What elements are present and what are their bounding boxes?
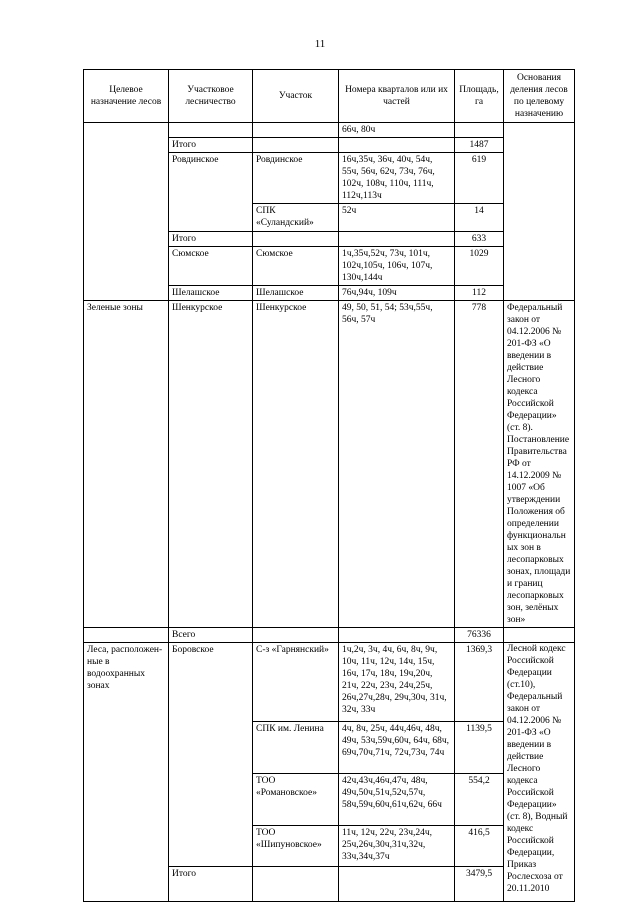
quarters-cell: 76ч,94ч, 109ч bbox=[339, 286, 455, 301]
plot-cell: ТОО «Шипуновское» bbox=[253, 826, 339, 867]
header-forestry: Участковое лесничество bbox=[169, 70, 253, 123]
forestry-cell: Ровдинское bbox=[169, 153, 253, 232]
area-cell: 1369,3 bbox=[455, 643, 504, 722]
plot-cell: Сюмское bbox=[253, 247, 339, 286]
basis-cell: Федеральный закон от 04.12.2006 № 201-ФЗ «О введении в действие Лесного кодекса Российской Федерации» (ст. 8). Постановление Правительства РФ от 14.12.2009 № 1007 «Об утверждении Положения об определении функциональных зон в лесопарковых зонах, площади и границ лесопарковых зон, зелёных зон» bbox=[504, 301, 575, 628]
basis-cell-empty bbox=[504, 123, 575, 301]
header-purpose: Целевое назначение лесов bbox=[84, 70, 169, 123]
table-row bbox=[84, 123, 575, 138]
area-cell: 3479,5 bbox=[455, 866, 504, 901]
header-quarters: Номера кварталов или их частей bbox=[339, 70, 455, 123]
plot-cell: Шелашское bbox=[253, 286, 339, 301]
area-cell: 416,5 bbox=[455, 826, 504, 867]
table-row bbox=[84, 643, 575, 722]
purpose-cell: Зеленые зоны bbox=[84, 301, 169, 628]
basis-text: Лесной кодекс Российской Федерации (ст.10), Федеральный закон от 04.12.2006 № 201-ФЗ «О введении в действие Лесного кодекса Российской Федерации» (ст. 8), Водный кодекс Российской Федерации, Приказ Рослесхоза от 20.11.2010 bbox=[507, 644, 568, 894]
forestry-cell: Шелашское bbox=[169, 286, 253, 301]
quarters-cell: 42ч,43ч,46ч,47ч, 48ч, 49ч,50ч,51ч,52ч,57ч, 58ч,59ч,60ч,61ч,62ч, 66ч bbox=[339, 774, 455, 826]
forestry-cell: Итого bbox=[169, 138, 253, 153]
plot-cell: ТОО «Романовское» bbox=[253, 774, 339, 826]
forest-purpose-table bbox=[83, 69, 575, 902]
forestry-cell: Всего bbox=[169, 628, 253, 643]
area-cell: 633 bbox=[455, 232, 504, 247]
header-plot: Участок bbox=[253, 70, 339, 123]
forestry-cell: Боровское bbox=[169, 643, 253, 867]
area-cell: 1139,5 bbox=[455, 722, 504, 774]
basis-cell bbox=[504, 643, 575, 902]
quarters-cell: 4ч, 8ч, 25ч, 44ч,46ч, 48ч, 49ч, 53ч,59ч,60ч, 64ч, 68ч, 69ч,70ч,71ч, 72ч,73ч, 74ч bbox=[339, 722, 455, 774]
forestry-cell: Итого bbox=[169, 866, 253, 901]
area-cell: 778 bbox=[455, 301, 504, 628]
page-number: 11 bbox=[314, 38, 326, 50]
quarters-cell: 1ч,35ч,52ч, 73ч, 101ч, 102ч,105ч, 106ч, 107ч, 130ч,144ч bbox=[339, 247, 455, 286]
plot-cell: Ровдинское bbox=[253, 153, 339, 204]
table-row bbox=[84, 301, 575, 628]
forestry-cell: Итого bbox=[169, 232, 253, 247]
plot-cell: СПК им. Ленина bbox=[253, 722, 339, 774]
table-header-row bbox=[84, 70, 575, 123]
area-cell: 14 bbox=[455, 204, 504, 232]
plot-cell: СПК «Суландский» bbox=[253, 204, 339, 232]
area-cell: 112 bbox=[455, 286, 504, 301]
forestry-cell: Сюмское bbox=[169, 247, 253, 286]
quarters-cell: 11ч, 12ч, 22ч, 23ч,24ч, 25ч,26ч,30ч,31ч,32ч, 33ч,34ч,37ч bbox=[339, 826, 455, 867]
purpose-cell: Леса, расположен-ные в водоохранных зонах bbox=[84, 643, 169, 902]
header-area: Площадь, га bbox=[455, 70, 504, 123]
quarters-cell: 66ч, 80ч bbox=[339, 123, 455, 138]
area-cell: 1487 bbox=[455, 138, 504, 153]
table-row bbox=[84, 628, 575, 643]
area-cell: 554,2 bbox=[455, 774, 504, 826]
plot-cell: С-з «Гарнянский» bbox=[253, 643, 339, 722]
quarters-cell: 1ч,2ч, 3ч, 4ч, 6ч, 8ч, 9ч, 10ч, 11ч, 12ч, 14ч, 15ч, 16ч, 17ч, 18ч, 19ч,20ч, 21ч, 22ч, 23ч, 24ч,25ч, 26ч,27ч,28ч, 29ч,30ч, 31ч, 32ч, 33ч bbox=[339, 643, 455, 722]
area-cell: 619 bbox=[455, 153, 504, 204]
plot-cell: Шенкурское bbox=[253, 301, 339, 628]
quarters-cell: 16ч,35ч, 36ч, 40ч, 54ч, 55ч, 56ч, 62ч, 73ч, 76ч, 102ч, 108ч, 110ч, 111ч, 112ч,113ч bbox=[339, 153, 455, 204]
purpose-cell-empty bbox=[84, 123, 169, 301]
header-basis: Основания деления лесов по целевому назначению bbox=[504, 70, 575, 123]
area-cell: 1029 bbox=[455, 247, 504, 286]
forestry-cell: Шенкурское bbox=[169, 301, 253, 628]
quarters-cell: 52ч bbox=[339, 204, 455, 232]
area-cell: 76336 bbox=[455, 628, 504, 643]
quarters-cell: 49, 50, 51, 54; 53ч,55ч, 56ч, 57ч bbox=[339, 301, 455, 628]
